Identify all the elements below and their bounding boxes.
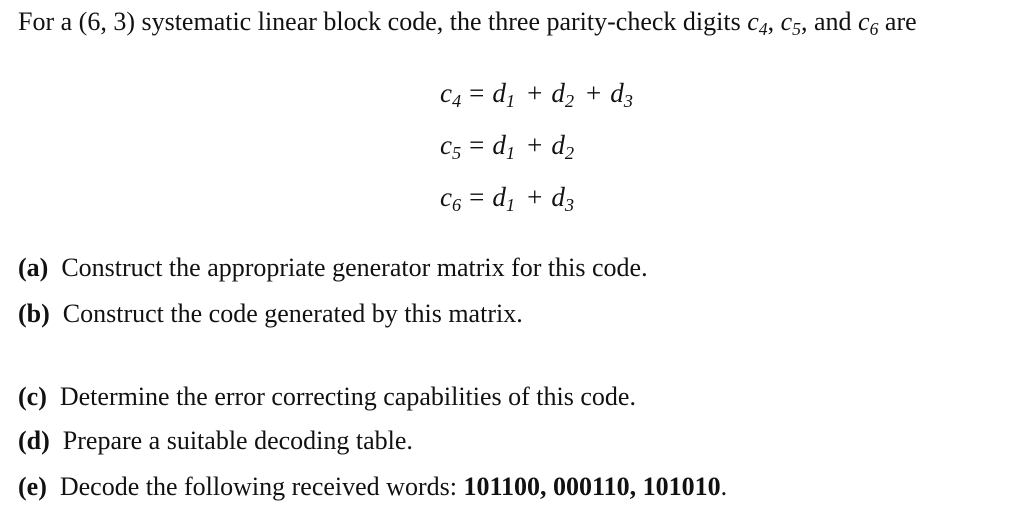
part-text: Construct the code generated by this matrix. [62,299,523,328]
var-c5: $c_5$ [780,7,801,39]
part-b [18,299,523,329]
equation-c5: $c_5 = d_1 + d_2$ [440,130,575,164]
part-label: (d) [18,426,50,455]
var-c4: $c_4$ [747,7,768,39]
part-e [18,472,727,502]
part-text: Decode the following received words: [59,472,464,501]
part-label: (e) [18,472,47,501]
part-text: Determine the error correcting capabilities of this code. [59,382,636,411]
equation-c6: $c_6 = d_1 + d_3$ [440,182,575,216]
part-label: (a) [18,253,49,282]
separator: , [767,7,781,36]
received-words: 101100, 000110, 101010 [463,472,721,501]
period: . [720,472,728,501]
part-label: (c) [18,382,47,411]
part-a [18,253,648,283]
equation-c4: $c_4 = d_1 + d_2 + d_3$ [440,78,633,112]
part-text: Prepare a suitable decoding table. [62,426,413,455]
part-c [18,382,636,412]
intro-tail: are [878,7,917,36]
separator: , and [800,7,859,36]
part-d [18,426,413,456]
part-text: Construct the appropriate generator matrix for this code. [61,253,648,282]
intro-text: For a (6, 3) systematic linear block code, the three parity-check digits [18,7,748,36]
part-label: (b) [18,299,50,328]
problem-intro [18,7,917,37]
var-c6: $c_6$ [858,7,879,39]
